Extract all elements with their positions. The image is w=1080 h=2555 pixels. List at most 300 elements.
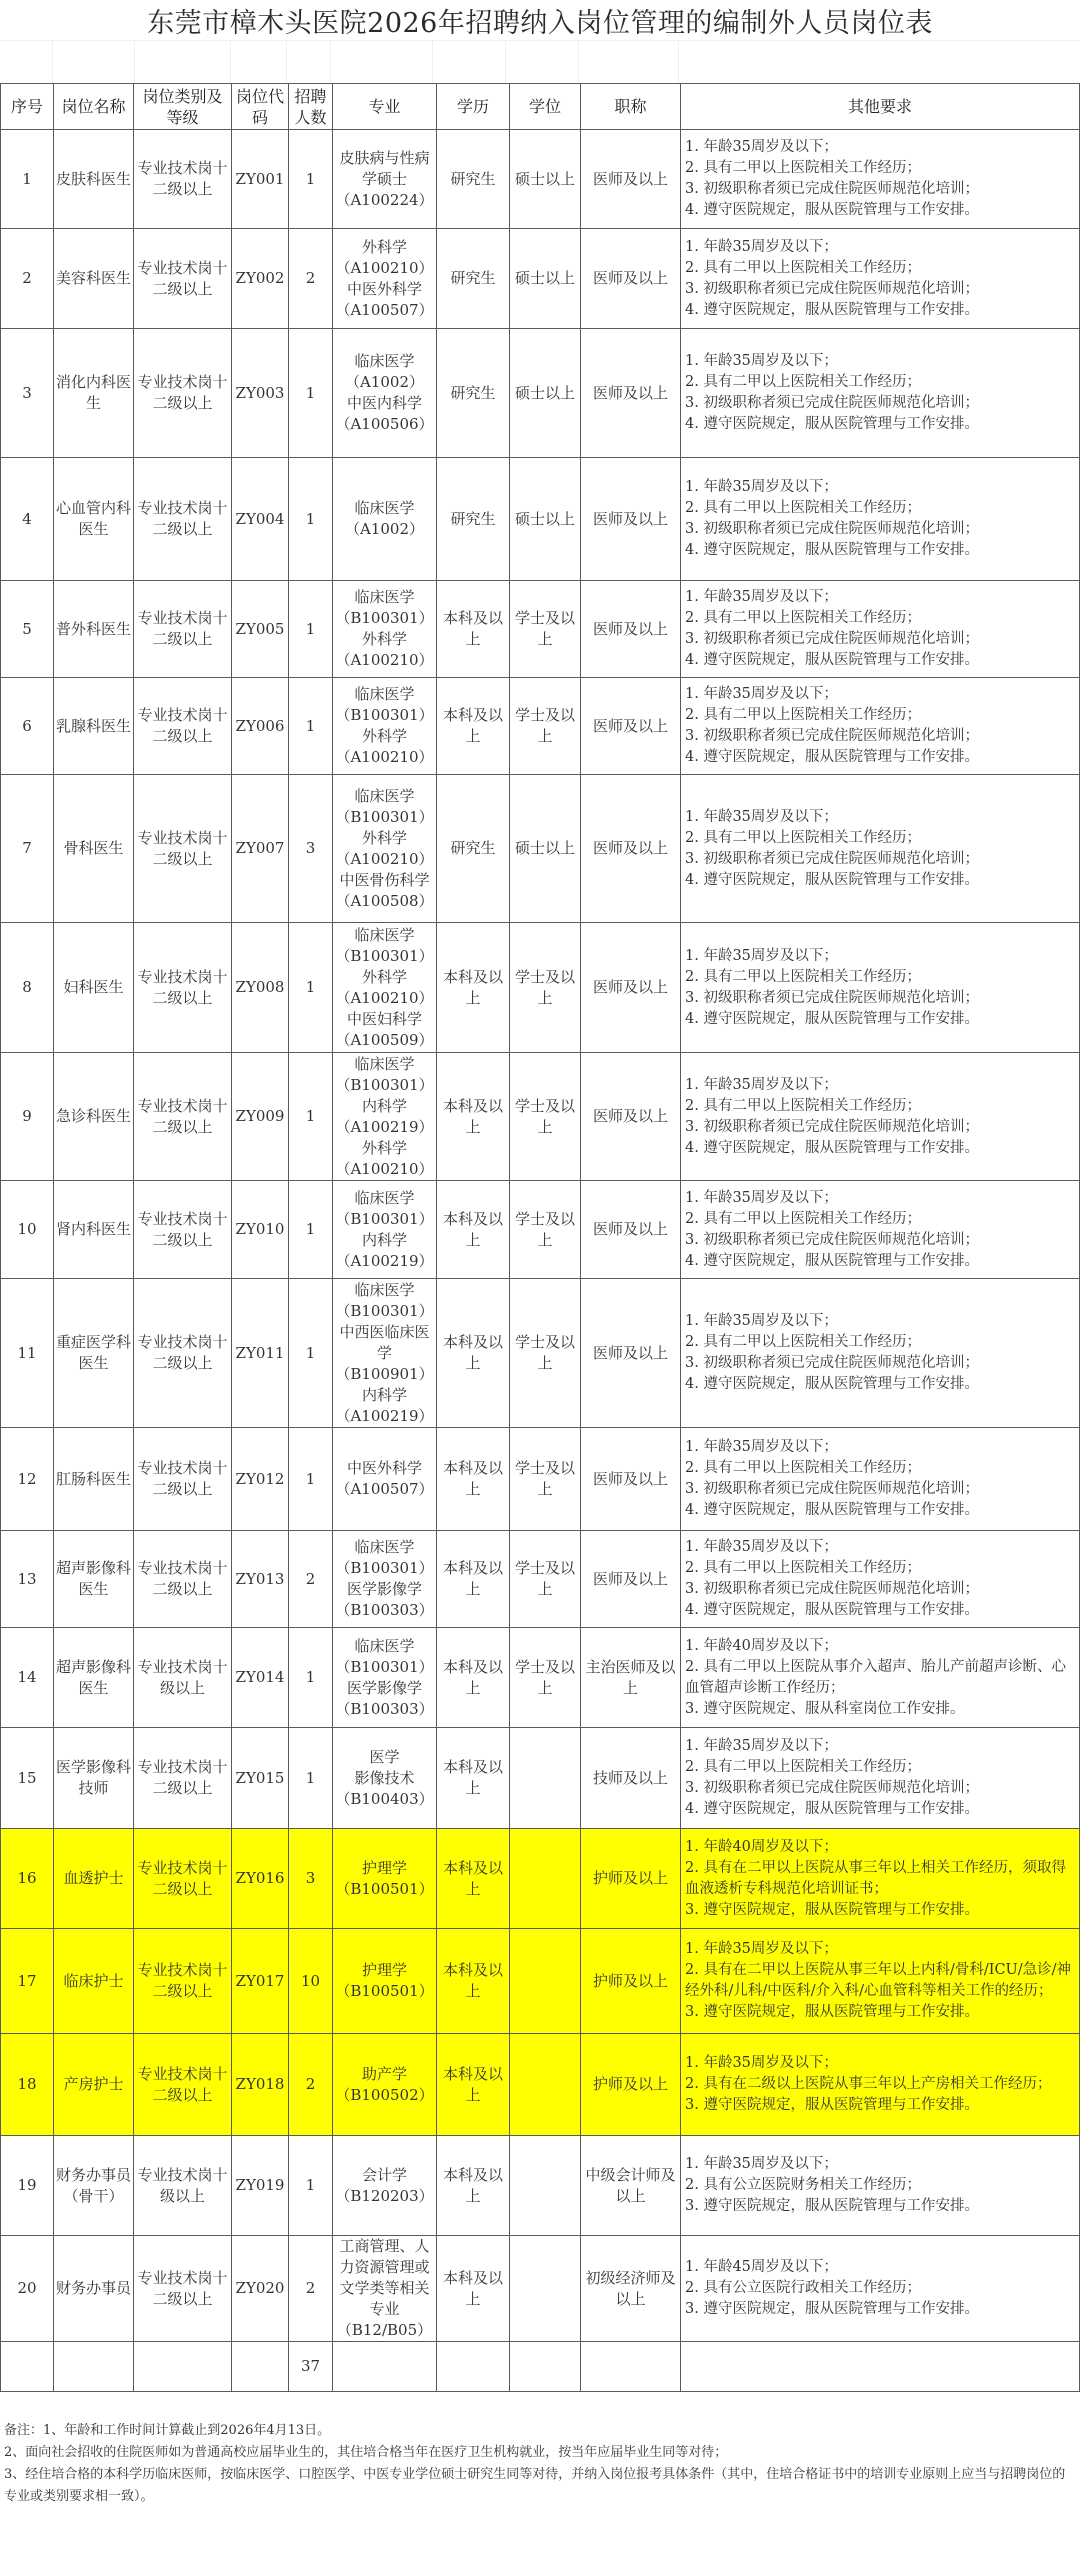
- requirement-line: 1. 年龄35周岁及以下；: [685, 1076, 838, 1093]
- header-education: 学历: [437, 84, 510, 130]
- requirement-line: 2. 具有在二级以上医院从事三年以上产房相关工作经历；: [685, 2076, 1052, 2092]
- cell-no: 20: [1, 2236, 54, 2342]
- major-line: 外科学: [361, 237, 407, 256]
- table-row: [1, 775, 1080, 923]
- major-line: 中医妇科学: [346, 1009, 422, 1028]
- cell-code: ZY004: [232, 458, 289, 581]
- requirement-line: 4. 遵守医院规定，服从医院管理与工作安排。: [685, 202, 979, 218]
- cell-title: 医师及以上: [581, 775, 681, 923]
- major-line: 影像技术: [354, 1768, 415, 1787]
- header-no: 序号: [1, 84, 54, 130]
- cell-title: 医师及以上: [581, 458, 681, 581]
- requirement-line: 2. 具有二甲以上医院相关工作经历；: [685, 259, 921, 276]
- requirement-line: 1. 年龄35周岁及以下；: [685, 238, 838, 255]
- cell-code: ZY018: [232, 2034, 289, 2136]
- cell-education: 本科及以上: [437, 2236, 510, 2342]
- major-line: （A100219）: [335, 1117, 434, 1136]
- cell-position-name: 财务办事员（骨干）: [54, 2136, 134, 2236]
- cell-position-name: 产房护士: [54, 2034, 134, 2136]
- major-line: 外科学: [361, 727, 407, 745]
- cell-major: [333, 775, 437, 923]
- cell-position-name: 普外科医生: [54, 581, 134, 678]
- requirement-line: 3. 初级职称者须已完成住院医师规范化培训；: [685, 395, 979, 411]
- cell-position-name: 财务办事员: [54, 2236, 134, 2342]
- requirement-line: 4. 遵守医院规定，服从医院管理与工作安排。: [685, 1010, 979, 1027]
- major-line: （A100219）: [335, 1406, 434, 1425]
- cell-no: 19: [1, 2136, 54, 2236]
- cell-degree: 学士及以上: [510, 1531, 581, 1628]
- cell-major: [333, 2136, 437, 2236]
- major-line: 医学影像学: [346, 1678, 422, 1697]
- requirement-line: 2. 具有公立医院财务相关工作经历；: [685, 2177, 921, 2193]
- cell-no: 8: [1, 923, 54, 1053]
- major-line: （A100210）: [335, 1159, 434, 1178]
- cell-degree: 学士及以上: [510, 1628, 581, 1728]
- cell-position-name: 妇科医生: [54, 923, 134, 1053]
- cell-position-name: 美容科医生: [54, 229, 134, 329]
- major-line: 临床医学: [354, 1538, 415, 1556]
- major-line: 外科学: [361, 828, 407, 847]
- cell-education: 本科及以上: [437, 1829, 510, 1929]
- requirement-line: 1. 年龄35周岁及以下；: [685, 139, 838, 155]
- cell-code: ZY009: [232, 1053, 289, 1181]
- cell-degree: 学士及以上: [510, 1053, 581, 1181]
- requirement-line: 4. 遵守医院规定，服从医院管理与工作安排。: [685, 1139, 979, 1156]
- cell-title: 医师及以上: [581, 1279, 681, 1428]
- cell-no: 16: [1, 1829, 54, 1929]
- major-line: （A100224）: [335, 190, 434, 209]
- cell-category: 专业技术岗十二级以上: [134, 1181, 232, 1279]
- cell-position-name: 心血管内科医生: [54, 458, 134, 581]
- cell-education: 本科及以上: [437, 1428, 510, 1531]
- cell-category: 专业技术岗十二级以上: [134, 678, 232, 775]
- cell-position-name: 超声影像科医生: [54, 1531, 134, 1628]
- major-line: 医学影像学: [346, 1580, 422, 1598]
- cell-count: 1: [289, 581, 333, 678]
- cell-count: 1: [289, 1428, 333, 1531]
- requirement-line: 3. 初级职称者须已完成住院医师规范化培训；: [685, 1355, 979, 1371]
- cell-education: 本科及以上: [437, 923, 510, 1053]
- cell-category: 专业技术岗十二级以上: [134, 1728, 232, 1829]
- requirement-line: 3. 遵守医院规定，服从医院管理与工作安排。: [685, 2097, 979, 2113]
- cell-requirements: [681, 329, 1080, 458]
- cell-requirements: [681, 581, 1080, 678]
- cell-education: 研究生: [437, 130, 510, 229]
- cell-education: 研究生: [437, 458, 510, 581]
- requirement-line: 2. 具有二甲以上医院相关工作经历；: [685, 1334, 921, 1350]
- cell-code: ZY011: [232, 1279, 289, 1428]
- cell-no: 15: [1, 1728, 54, 1829]
- header-major: 专业: [333, 84, 437, 130]
- cell-position-name: 医学影像科技师: [54, 1728, 134, 1829]
- table-row: [1, 1829, 1080, 1929]
- cell-code: ZY007: [232, 775, 289, 923]
- requirement-line: 3. 初级职称者须已完成住院医师规范化培训；: [685, 989, 979, 1006]
- cell-requirements: [681, 1181, 1080, 1279]
- cell-major: [333, 2034, 437, 2136]
- requirement-line: 1. 年龄35周岁及以下；: [685, 1189, 838, 1206]
- table-row: [1, 1279, 1080, 1428]
- requirement-line: 1. 年龄40周岁及以下；: [685, 1838, 838, 1855]
- requirement-line: 4. 遵守医院规定，服从医院管理与工作安排。: [685, 1376, 979, 1392]
- cell-title: 护师及以上: [581, 1929, 681, 2034]
- requirement-line: 2. 具有二甲以上医院相关工作经历；: [685, 374, 921, 390]
- major-line: 临床医学: [354, 1636, 415, 1655]
- requirement-line: 4. 遵守医院规定，服从医院管理与工作安排。: [685, 871, 979, 888]
- cell-count: 1: [289, 1181, 333, 1279]
- cell-category: 专业技术岗十级以上: [134, 1628, 232, 1728]
- cell-position-name: 超声影像科医生: [54, 1628, 134, 1728]
- major-line: （A100210）: [335, 748, 434, 766]
- table-header-row: [1, 84, 1080, 130]
- cell-code: ZY003: [232, 329, 289, 458]
- header-requirements: 其他要求: [681, 84, 1080, 130]
- cell-count: 3: [289, 1829, 333, 1929]
- cell-code: ZY013: [232, 1531, 289, 1628]
- page-title: 东莞市樟木头医院2026年招聘纳入岗位管理的编制外人员岗位表: [147, 8, 933, 39]
- table-row: [1, 458, 1080, 581]
- requirement-line: 3. 初级职称者须已完成住院医师规范化培训；: [685, 1118, 979, 1135]
- requirement-line: 3. 初级职称者须已完成住院医师规范化培训；: [685, 1231, 979, 1248]
- cell-degree: 硕士以上: [510, 458, 581, 581]
- major-line: （B12/B05）: [336, 2321, 433, 2339]
- major-line: （B100301）: [335, 1209, 434, 1228]
- table-row: [1, 1181, 1080, 1279]
- cell-title: 医师及以上: [581, 130, 681, 229]
- cell-count: 3: [289, 775, 333, 923]
- cell-code: ZY012: [232, 1428, 289, 1531]
- cell-category: 专业技术岗十级以上: [134, 2136, 232, 2236]
- cell-education: 本科及以上: [437, 2034, 510, 2136]
- cell-count: 10: [289, 1929, 333, 2034]
- cell-category: 专业技术岗十二级以上: [134, 1428, 232, 1531]
- cell-count: 1: [289, 130, 333, 229]
- requirement-line: 2. 具有二甲以上医院相关工作经历；: [685, 500, 921, 516]
- cell-major: [333, 1428, 437, 1531]
- note-3: 3、经住培合格的本科学历临床医师，按临床医学、口腔医学、中医专业学位硕士研究生同等对待，并纳入岗位报考具体条件（其中，住培合格证书中的培训专业原则上应当与招聘岗位的专业或类别要求相一致）。: [4, 2467, 1066, 2504]
- major-line: （A100210）: [335, 258, 434, 277]
- cell-education: 研究生: [437, 329, 510, 458]
- cell-education: 本科及以上: [437, 1181, 510, 1279]
- header-position-name: 岗位名称: [54, 84, 134, 130]
- cell-title: 医师及以上: [581, 581, 681, 678]
- cell-degree: 学士及以上: [510, 923, 581, 1053]
- total-row: [1, 2342, 1080, 2392]
- cell-major: [333, 458, 437, 581]
- cell-major: [333, 923, 437, 1053]
- cell-major: [333, 581, 437, 678]
- cell-major: [333, 1628, 437, 1728]
- requirement-line: 4. 遵守医院规定，服从医院管理与工作安排。: [685, 301, 979, 318]
- major-line: 中西医临床医学: [339, 1322, 430, 1362]
- note-1: 备注：1、年龄和工作时间计算截止到2026年4月13日。: [4, 2423, 331, 2438]
- requirement-line: 4. 遵守医院规定，服从医院管理与工作安排。: [685, 542, 979, 558]
- requirement-line: 4. 遵守医院规定，服从医院管理与工作安排。: [685, 1252, 979, 1269]
- cell-education: 研究生: [437, 229, 510, 329]
- table-row: [1, 130, 1080, 229]
- cell-requirements: [681, 775, 1080, 923]
- requirement-line: 3. 初级职称者须已完成住院医师规范化培训；: [685, 631, 979, 647]
- cell-requirements: [681, 2034, 1080, 2136]
- cell-requirements: [681, 1428, 1080, 1531]
- table-row: [1, 1728, 1080, 1829]
- cell-requirements: [681, 1531, 1080, 1628]
- cell-degree: 学士及以上: [510, 1181, 581, 1279]
- cell-code: ZY008: [232, 923, 289, 1053]
- blank-spacer-row: [0, 40, 1080, 84]
- requirement-line: 4. 遵守医院规定，服从医院管理与工作安排。: [685, 1502, 979, 1518]
- requirement-line: 4. 遵守医院规定，服从医院管理与工作安排。: [685, 1602, 979, 1618]
- cell-degree: 学士及以上: [510, 1279, 581, 1428]
- table-row: [1, 2136, 1080, 2236]
- major-line: 临床医学: [354, 1054, 415, 1073]
- major-line: （A100509）: [335, 1030, 434, 1049]
- cell-count: 1: [289, 678, 333, 775]
- cell-title: 初级经济师及以上: [581, 2236, 681, 2342]
- cell-no: 9: [1, 1053, 54, 1181]
- cell-position-name: 血透护士: [54, 1829, 134, 1929]
- cell-degree: [510, 2034, 581, 2136]
- requirement-line: 1. 年龄35周岁及以下；: [685, 2055, 838, 2071]
- cell-education: 本科及以上: [437, 678, 510, 775]
- cell-count: 1: [289, 1728, 333, 1829]
- cell-code: ZY014: [232, 1628, 289, 1728]
- cell-count: 1: [289, 329, 333, 458]
- requirement-line: 2. 具有公立医院行政相关工作经历；: [685, 2280, 921, 2296]
- cell-requirements: [681, 2236, 1080, 2342]
- cell-no: 4: [1, 458, 54, 581]
- cell-no: 17: [1, 1929, 54, 2034]
- major-line: （B100301）: [335, 1657, 434, 1676]
- cell-education: 本科及以上: [437, 1628, 510, 1728]
- cell-code: ZY019: [232, 2136, 289, 2236]
- cell-education: 本科及以上: [437, 1531, 510, 1628]
- cell-degree: 硕士以上: [510, 329, 581, 458]
- cell-code: ZY006: [232, 678, 289, 775]
- cell-no: 18: [1, 2034, 54, 2136]
- cell-requirements: [681, 1728, 1080, 1829]
- cell-count: 2: [289, 1531, 333, 1628]
- requirement-line: 3. 遵守医院规定、服从科室岗位工作安排。: [685, 1700, 965, 1717]
- cell-code: ZY016: [232, 1829, 289, 1929]
- major-line: （A100507）: [335, 1480, 434, 1498]
- cell-category: 专业技术岗十二级以上: [134, 1929, 232, 2034]
- cell-education: 本科及以上: [437, 1053, 510, 1181]
- major-line: 外科学: [361, 630, 407, 648]
- cell-no: 2: [1, 229, 54, 329]
- cell-no: 5: [1, 581, 54, 678]
- major-line: （B100501）: [335, 1982, 434, 2000]
- cell-requirements: [681, 1929, 1080, 2034]
- table-row: [1, 229, 1080, 329]
- cell-major: [333, 1053, 437, 1181]
- major-line: （B100301）: [335, 706, 434, 724]
- cell-education: 本科及以上: [437, 1279, 510, 1428]
- cell-requirements: [681, 229, 1080, 329]
- cell-position-name: 消化内科医生: [54, 329, 134, 458]
- major-line: 中医内科学: [346, 394, 422, 412]
- major-line: 护理学: [361, 1858, 407, 1877]
- major-line: （B100301）: [335, 1301, 434, 1320]
- cell-education: 本科及以上: [437, 1728, 510, 1829]
- cell-major: [333, 2236, 437, 2342]
- cell-requirements: [681, 130, 1080, 229]
- requirement-line: 2. 具有二甲以上医院相关工作经历；: [685, 1759, 921, 1775]
- requirement-line: 3. 初级职称者须已完成住院医师规范化培训；: [685, 850, 979, 867]
- major-line: （A100219）: [335, 1251, 434, 1270]
- cell-requirements: [681, 1829, 1080, 1929]
- requirement-line: 2. 具有二甲以上医院相关工作经历；: [685, 610, 921, 626]
- requirement-line: 1. 年龄35周岁及以下；: [685, 2156, 838, 2172]
- cell-category: 专业技术岗十二级以上: [134, 1279, 232, 1428]
- requirement-line: 1. 年龄35周岁及以下；: [685, 589, 838, 605]
- table-row: [1, 678, 1080, 775]
- major-line: 中医骨伤科学: [339, 870, 430, 889]
- cell-count: 1: [289, 1628, 333, 1728]
- requirement-line: 4. 遵守医院规定，服从医院管理与工作安排。: [685, 749, 979, 765]
- cell-category: 专业技术岗十二级以上: [134, 1531, 232, 1628]
- cell-code: ZY015: [232, 1728, 289, 1829]
- cell-requirements: [681, 2136, 1080, 2236]
- cell-major: [333, 1929, 437, 2034]
- cell-no: 13: [1, 1531, 54, 1628]
- cell-position-name: 临床护士: [54, 1929, 134, 2034]
- cell-degree: 学士及以上: [510, 1428, 581, 1531]
- cell-category: 专业技术岗十二级以上: [134, 130, 232, 229]
- cell-degree: [510, 1929, 581, 2034]
- cell-code: ZY005: [232, 581, 289, 678]
- cell-requirements: [681, 1053, 1080, 1181]
- cell-requirements: [681, 1279, 1080, 1428]
- cell-title: 医师及以上: [581, 1181, 681, 1279]
- major-line: （B100301）: [335, 946, 434, 965]
- cell-count: 2: [289, 229, 333, 329]
- cell-degree: 学士及以上: [510, 678, 581, 775]
- header-category: 岗位类别及等级: [134, 84, 232, 130]
- requirement-line: 1. 年龄35周岁及以下；: [685, 686, 838, 702]
- requirement-line: 3. 遵守医院规定，服从医院管理与工作安排。: [685, 2004, 979, 2020]
- requirement-line: 1. 年龄35周岁及以下；: [685, 1313, 838, 1329]
- cell-major: [333, 229, 437, 329]
- requirement-line: 1. 年龄35周岁及以下；: [685, 808, 838, 825]
- cell-major: [333, 329, 437, 458]
- requirement-line: 2. 具有二甲以上医院相关工作经历；: [685, 1460, 921, 1476]
- major-line: （B100303）: [335, 1699, 434, 1718]
- requirement-line: 2. 具有在二甲以上医院从事三年以上相关工作经历，须取得血液透析专科规范化培训证书；: [685, 1859, 1066, 1897]
- major-line: 皮肤病与性病学硕士: [339, 148, 430, 188]
- requirement-line: 4. 遵守医院规定，服从医院管理与工作安排。: [685, 1801, 979, 1817]
- requirement-line: 1. 年龄35周岁及以下；: [685, 1941, 838, 1957]
- major-line: 临床医学: [354, 786, 415, 805]
- requirement-line: 2. 具有二甲以上医院相关工作经历；: [685, 707, 921, 723]
- major-line: 助产学: [361, 2064, 407, 2083]
- cell-category: 专业技术岗十二级以上: [134, 1053, 232, 1181]
- table-row: [1, 1531, 1080, 1628]
- cell-degree: [510, 1829, 581, 1929]
- cell-category: 专业技术岗十二级以上: [134, 2034, 232, 2136]
- cell-count: 2: [289, 2236, 333, 2342]
- major-line: 外科学: [361, 1138, 407, 1157]
- requirement-line: 1. 年龄35周岁及以下；: [685, 1738, 838, 1754]
- cell-degree: [510, 2136, 581, 2236]
- cell-code: ZY001: [232, 130, 289, 229]
- positions-table: [0, 83, 1080, 2392]
- cell-degree: 学士及以上: [510, 581, 581, 678]
- major-line: （A100508）: [335, 891, 434, 910]
- cell-category: 专业技术岗十二级以上: [134, 775, 232, 923]
- major-line: （A100506）: [335, 415, 434, 433]
- cell-position-name: 乳腺科医生: [54, 678, 134, 775]
- cell-major: [333, 1728, 437, 1829]
- requirement-line: 2. 具有二甲以上医院从事介入超声、胎儿产前超声诊断、心血管超声诊断工作经历；: [685, 1658, 1066, 1696]
- cell-count: 1: [289, 1279, 333, 1428]
- requirement-line: 3. 初级职称者须已完成住院医师规范化培训；: [685, 521, 979, 537]
- requirement-line: 3. 初级职称者须已完成住院医师规范化培训；: [685, 1581, 979, 1597]
- header-count: 招聘人数: [289, 84, 333, 130]
- cell-code: ZY017: [232, 1929, 289, 2034]
- cell-title: 医师及以上: [581, 1531, 681, 1628]
- requirement-line: 1. 年龄45周岁及以下；: [685, 2259, 838, 2275]
- cell-major: [333, 678, 437, 775]
- requirement-line: 1. 年龄35周岁及以下；: [685, 353, 838, 369]
- cell-education: 本科及以上: [437, 2136, 510, 2236]
- cell-title: 护师及以上: [581, 2034, 681, 2136]
- requirement-line: 3. 初级职称者须已完成住院医师规范化培训；: [685, 1481, 979, 1497]
- cell-degree: [510, 2236, 581, 2342]
- cell-no: 3: [1, 329, 54, 458]
- cell-major: [333, 1829, 437, 1929]
- major-line: 临床医学: [354, 685, 415, 703]
- major-line: 医学: [369, 1747, 400, 1766]
- cell-no: 6: [1, 678, 54, 775]
- cell-degree: [510, 1728, 581, 1829]
- cell-title: 医师及以上: [581, 329, 681, 458]
- table-row: [1, 581, 1080, 678]
- requirement-line: 1. 年龄35周岁及以下；: [685, 479, 838, 495]
- cell-no: 1: [1, 130, 54, 229]
- table-row: [1, 1428, 1080, 1531]
- cell-category: 专业技术岗十二级以上: [134, 581, 232, 678]
- major-line: 临床医学: [354, 925, 415, 944]
- table-row: [1, 2034, 1080, 2136]
- major-line: 工商管理、人力资源管理或文学类等相关专业: [339, 2237, 430, 2318]
- table-row: [1, 923, 1080, 1053]
- table-row: [1, 1053, 1080, 1181]
- cell-title: 医师及以上: [581, 1053, 681, 1181]
- table-row: [1, 1929, 1080, 2034]
- major-line: （A100210）: [335, 651, 434, 669]
- cell-major: [333, 1531, 437, 1628]
- table-row: [1, 329, 1080, 458]
- cell-title: 医师及以上: [581, 1428, 681, 1531]
- header-code: 岗位代码: [232, 84, 289, 130]
- cell-category: 专业技术岗十二级以上: [134, 229, 232, 329]
- requirement-line: 2. 具有二甲以上医院相关工作经历；: [685, 1560, 921, 1576]
- cell-education: 本科及以上: [437, 1929, 510, 2034]
- requirement-line: 2. 具有二甲以上医院相关工作经历；: [685, 1210, 921, 1227]
- cell-title: 主治医师及以上: [581, 1628, 681, 1728]
- cell-requirements: [681, 923, 1080, 1053]
- major-line: （B100301）: [335, 1559, 434, 1577]
- requirement-line: 3. 遵守医院规定，服从医院管理与工作安排。: [685, 2301, 979, 2317]
- cell-title: 技师及以上: [581, 1728, 681, 1829]
- cell-position-name: 急诊科医生: [54, 1053, 134, 1181]
- major-line: 临床医学: [354, 588, 415, 606]
- major-line: （A100210）: [335, 988, 434, 1007]
- requirement-line: 2. 具有二甲以上医院相关工作经历；: [685, 968, 921, 985]
- requirement-line: 1. 年龄35周岁及以下；: [685, 1439, 838, 1455]
- cell-category: 专业技术岗十二级以上: [134, 1829, 232, 1929]
